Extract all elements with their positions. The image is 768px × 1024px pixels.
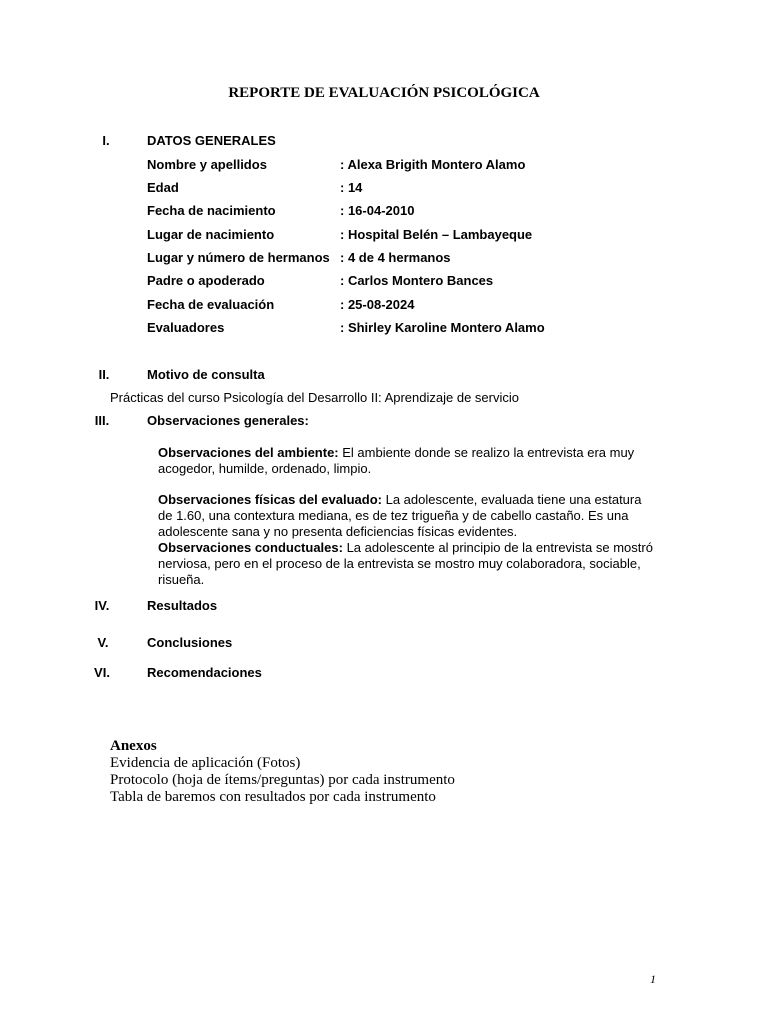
datos-value: : Shirley Karoline Montero Alamo xyxy=(340,320,545,335)
datos-label: Nombre y apellidos xyxy=(147,157,267,172)
section-3-number: III. xyxy=(94,413,110,428)
datos-label: Padre o apoderado xyxy=(147,273,265,288)
datos-label: Evaluadores xyxy=(147,320,225,335)
section-1-number: I. xyxy=(102,133,110,148)
observaciones-fisicas-conductuales xyxy=(158,492,658,588)
anexos-heading: Anexos xyxy=(110,738,157,754)
section-4-title: Resultados xyxy=(147,598,218,613)
motivo-text: Prácticas del curso Psicología del Desarrollo II: Aprendizaje de servicio xyxy=(110,390,519,405)
datos-value: : Alexa Brigith Montero Alamo xyxy=(340,157,526,172)
conductuales-text: La adolescente al principio de la entrevista se mostró nerviosa, pero en el proceso de la entrevista se mostro muy colaboradora, sociable, risueña. xyxy=(158,540,653,587)
datos-label: Fecha de evaluación xyxy=(147,297,275,312)
datos-value: : Hospital Belén – Lambayeque xyxy=(340,227,533,242)
anexos-item: Evidencia de aplicación (Fotos) xyxy=(110,755,301,771)
observaciones-ambiente xyxy=(158,445,658,477)
datos-label: Lugar y número de hermanos xyxy=(147,250,330,265)
ambiente-label: Observaciones del ambiente: xyxy=(158,445,339,460)
section-6-number: VI. xyxy=(94,665,110,680)
fisicas-label: Observaciones físicas del evaluado: xyxy=(158,492,382,507)
conductuales-label: Observaciones conductuales: xyxy=(158,540,343,555)
datos-value: : 16-04-2010 xyxy=(340,203,415,218)
page-number: 1 xyxy=(650,972,656,986)
section-2-title: Motivo de consulta xyxy=(147,367,265,382)
section-2-number: II. xyxy=(98,367,110,382)
datos-label: Edad xyxy=(147,180,179,195)
anexos-item: Tabla de baremos con resultados por cada instrumento xyxy=(110,789,436,805)
section-4-number: IV. xyxy=(94,598,110,613)
anexos-block xyxy=(110,738,455,806)
ambiente-text: El ambiente donde se realizo la entrevista era muy acogedor, humilde, ordenado, limpio. xyxy=(158,445,635,476)
section-3-title: Observaciones generales: xyxy=(147,413,309,428)
datos-value: : 25-08-2024 xyxy=(340,297,415,312)
anexos-item: Protocolo (hoja de ítems/preguntas) por cada instrumento xyxy=(110,772,455,788)
datos-label: Lugar de nacimiento xyxy=(147,227,275,242)
datos-label: Fecha de nacimiento xyxy=(147,203,276,218)
datos-value: : 14 xyxy=(340,180,363,195)
section-5-title: Conclusiones xyxy=(147,635,233,650)
report-title: REPORTE DE EVALUACIÓN PSICOLÓGICA xyxy=(228,85,540,101)
section-1-title: DATOS GENERALES xyxy=(147,133,276,148)
section-6-title: Recomendaciones xyxy=(147,665,262,680)
datos-value: : Carlos Montero Bances xyxy=(340,273,494,288)
datos-value: : 4 de 4 hermanos xyxy=(340,250,451,265)
fisicas-text: La adolescente, evaluada tiene una estatura de 1.60, una contextura mediana, es de tez trigueña y de cabello castaño. Es una adolescente sana y no presenta deficiencias físicas evidentes. xyxy=(158,492,642,539)
section-5-number: V. xyxy=(97,635,109,650)
